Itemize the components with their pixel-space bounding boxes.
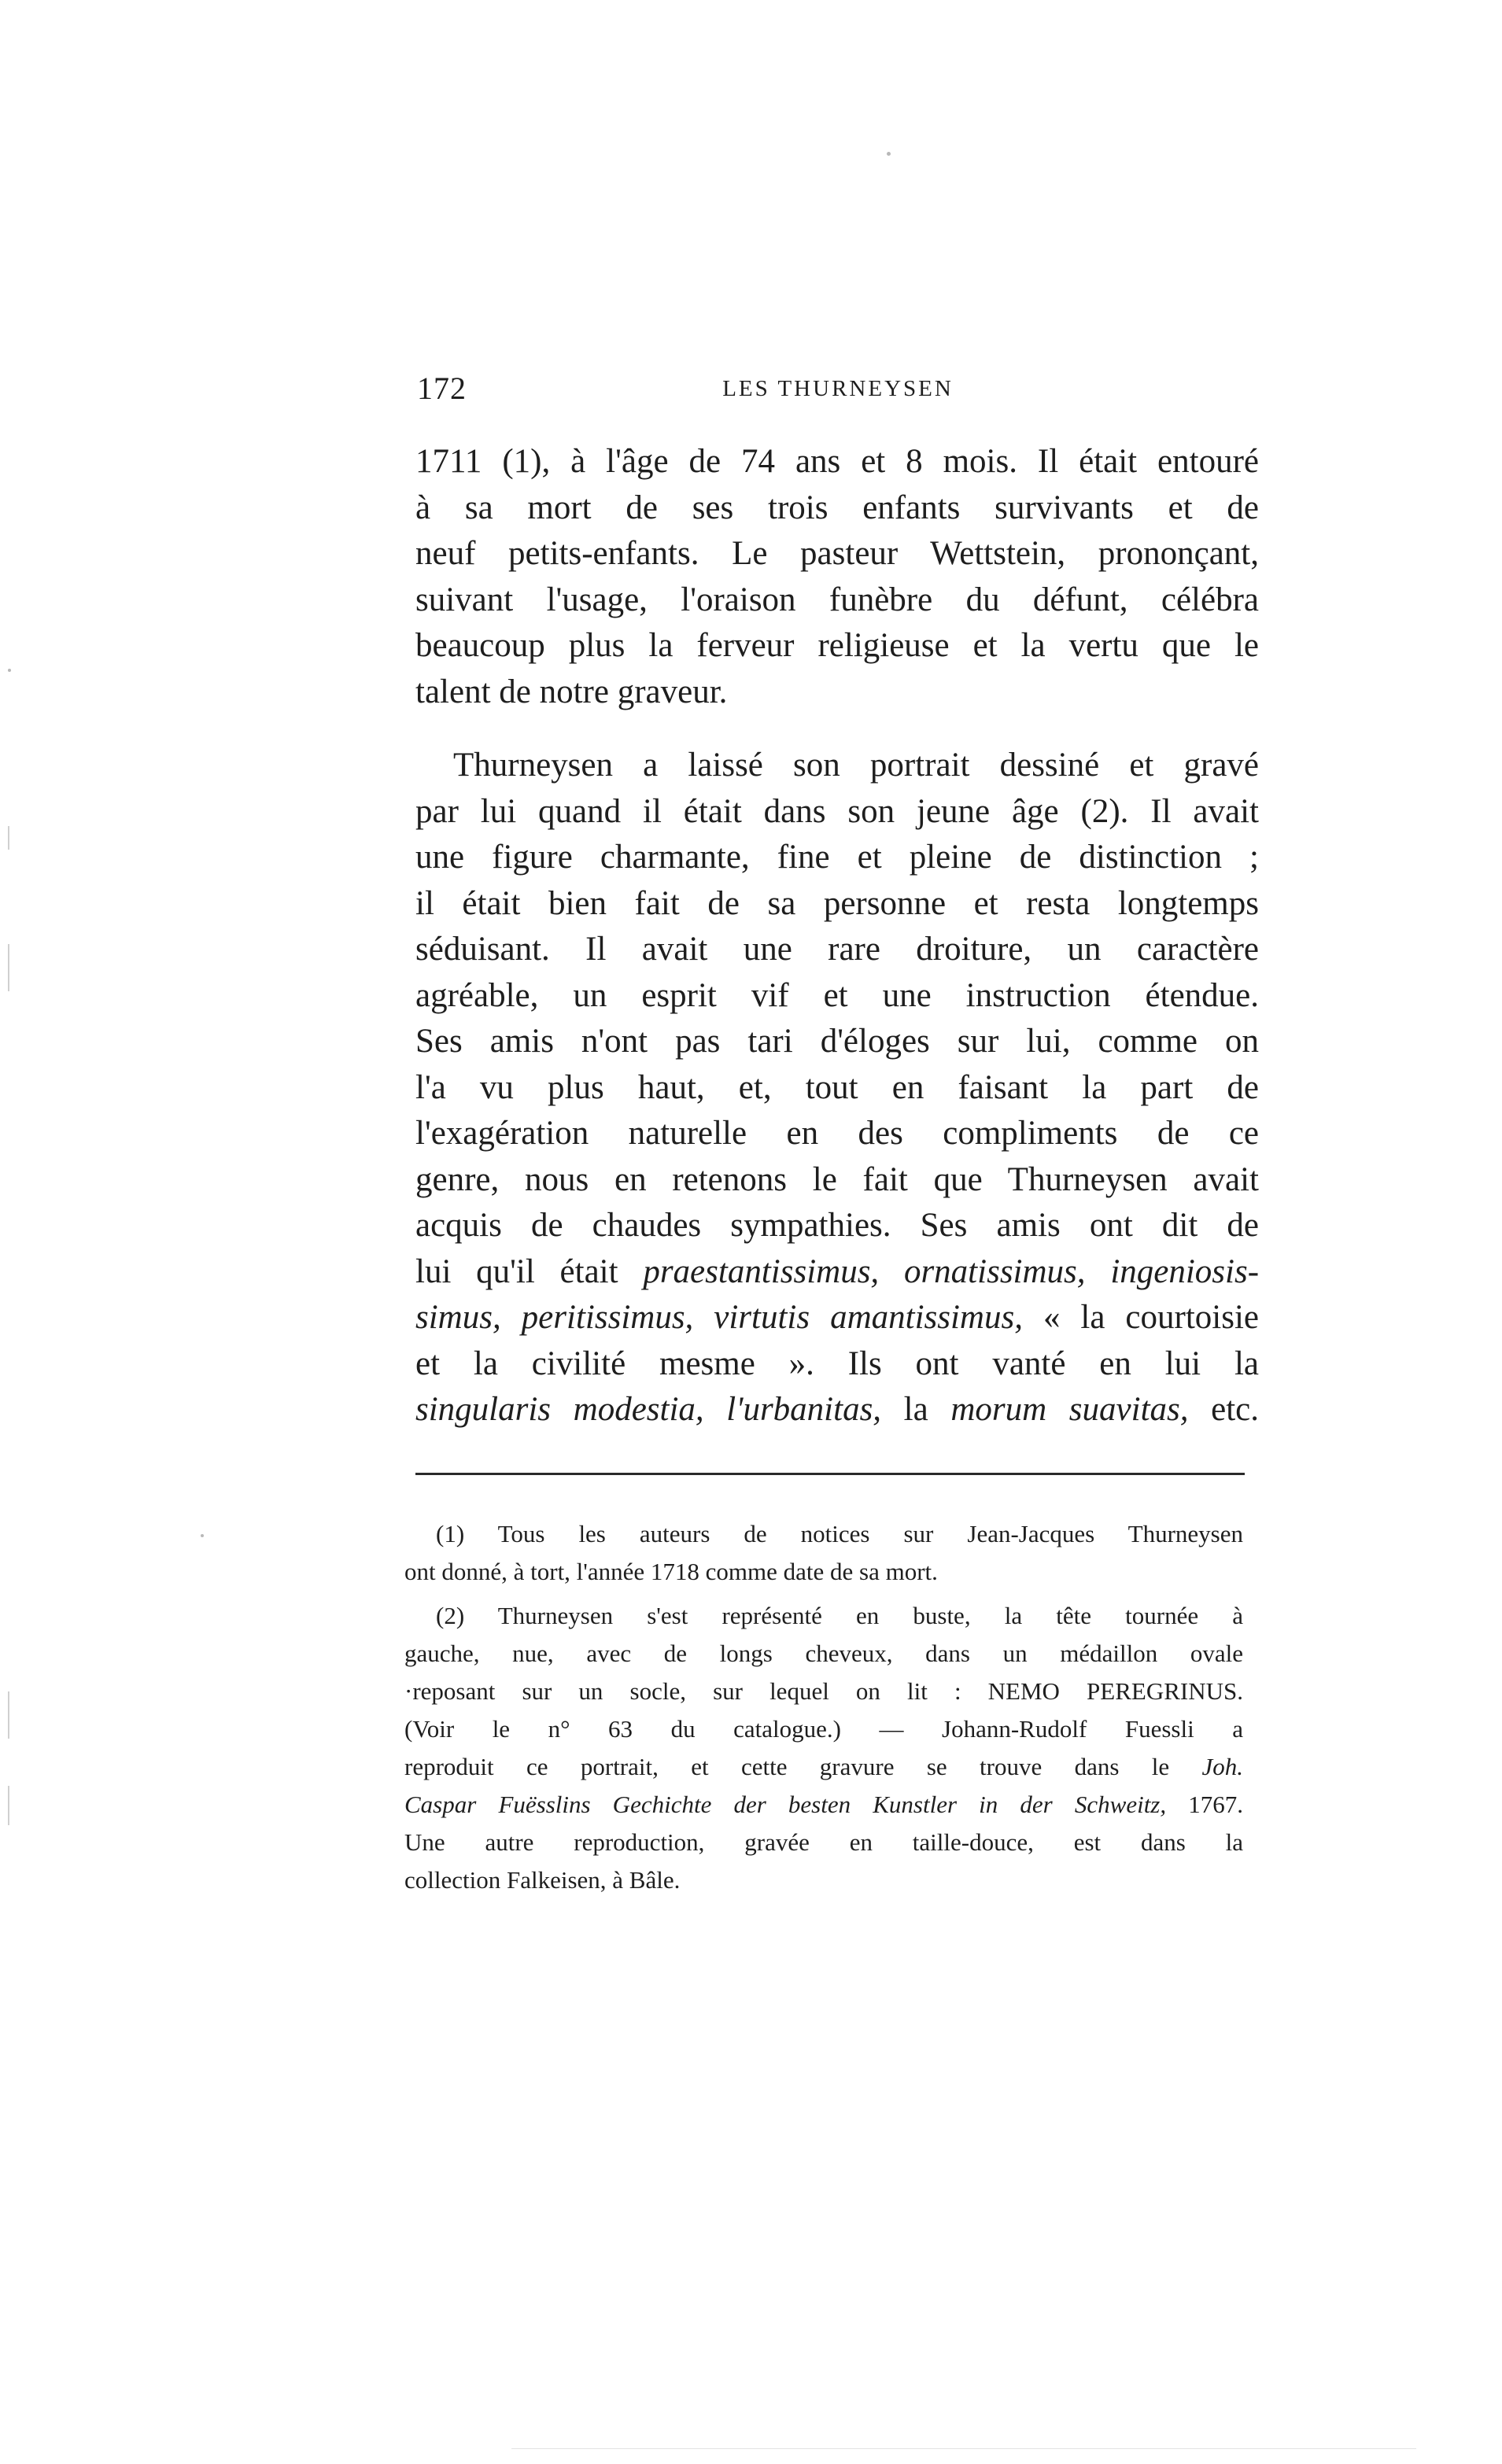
latin-term: morum suavitas, (950, 1391, 1189, 1428)
scan-speck (887, 152, 891, 156)
text-line: Thurneysen a laissé son portrait dessiné et gravé (453, 747, 1259, 784)
paragraph-1 (415, 439, 1259, 715)
scan-speck (201, 1534, 204, 1537)
text-run (1086, 1253, 1111, 1290)
text-line: il était bien fait de sa personne et resta longtemps (415, 884, 1259, 922)
text-run: reproduit ce portrait, et cette gravure se trouve dans le (404, 1753, 1202, 1780)
text-line (415, 1295, 1259, 1341)
footnote-line (404, 1748, 1243, 1786)
text-line: l'exagération naturelle en des compliments de ce (415, 1115, 1259, 1152)
footnote-line: collection Falkeisen, à Bâle. (404, 1866, 681, 1894)
footnote-line: Une autre reproduction, gravée en taille-douce, est dans la (404, 1828, 1243, 1856)
text-run: « la courtoisie (1022, 1299, 1259, 1336)
text-line: l'a vu plus haut, et, tout en faisant la part de (415, 1068, 1259, 1106)
footnote-line: (Voir le n° 63 du catalogue.) — Johann-Rudolf Fuessli a (404, 1715, 1243, 1743)
scan-edge-mark (8, 944, 9, 991)
running-title: LES THURNEYSEN (722, 376, 954, 401)
text-run: la (881, 1391, 951, 1428)
text-line (415, 1387, 1259, 1433)
page-number: 172 (417, 371, 467, 406)
text-run: lui qu'il était (415, 1252, 644, 1290)
text-run: etc. (1188, 1391, 1260, 1428)
text-line: acquis de chaudes sympathies. Ses amis ont dit de (415, 1207, 1259, 1244)
latin-term: praestantissimus, (643, 1252, 880, 1290)
footnote-1 (404, 1515, 1243, 1591)
text-line: par lui quand il était dans son jeune âge (2). Il avait (415, 792, 1259, 830)
footnote-line: ont donné, à tort, l'année 1718 comme date de sa mort. (404, 1558, 938, 1585)
text-line: 1711 (1), à l'âge de 74 ans et 8 mois. Il était entouré (415, 443, 1259, 480)
book-title: Caspar Fuësslins Gechichte der besten Kunstler in der Schweitz, (404, 1791, 1167, 1818)
running-head (417, 370, 1259, 417)
text-line: agréable, un esprit vif et une instruction étendue. (415, 976, 1259, 1014)
latin-term: ornatissimus, (903, 1252, 1086, 1290)
latin-term: singularis modestia, l'urbanitas, (415, 1391, 882, 1428)
scan-speck (8, 669, 11, 672)
footnote-rule (415, 1473, 1245, 1475)
latin-term: simus, peritissimus, virtutis amantissimus, (415, 1299, 1023, 1336)
footnote-2 (404, 1597, 1243, 1899)
text-line: une figure charmante, fine et pleine de distinction ; (415, 839, 1259, 876)
footnote-line: ·reposant sur un socle, sur lequel on lit : NEMO PEREGRINUS. (404, 1677, 1243, 1705)
paragraph-2 (415, 743, 1259, 1433)
scan-edge-mark (8, 826, 9, 850)
scan-edge-mark (511, 2448, 1416, 2449)
footnote-line: (2) Thurneysen s'est représenté en buste, la tête tournée à (436, 1602, 1243, 1629)
text-line: à sa mort de ses trois enfants survivants et de (415, 489, 1259, 526)
footnote-line (404, 1786, 1243, 1824)
text-line: séduisant. Il avait une rare droiture, un caractère (415, 931, 1259, 968)
text-line: talent de notre graveur. (415, 673, 728, 710)
footnote-line: (1) Tous les auteurs de notices sur Jean-Jacques Thurneysen (436, 1520, 1243, 1547)
text-line: Ses amis n'ont pas tari d'éloges sur lui, comme on (415, 1023, 1259, 1060)
scan-edge-mark (8, 1691, 9, 1739)
latin-term: ingeniosis- (1110, 1252, 1260, 1290)
footnote-line: gauche, nue, avec de longs cheveux, dans un médaillon ovale (404, 1640, 1243, 1667)
text-line: beaucoup plus la ferveur religieuse et la vertu que le (415, 627, 1259, 664)
scan-edge-mark (8, 1786, 9, 1825)
text-run (879, 1253, 904, 1290)
text-line (415, 1249, 1259, 1296)
book-title: Joh. (1201, 1753, 1243, 1780)
text-line: genre, nous en retenons le fait que Thurneysen avait (415, 1160, 1259, 1198)
text-run: 1767. (1166, 1791, 1244, 1818)
text-line: et la civilité mesme ». Ils ont vanté en lui la (415, 1345, 1259, 1382)
text-line: neuf petits-enfants. Le pasteur Wettstein, prononçant, (415, 535, 1259, 572)
text-line: suivant l'usage, l'oraison funèbre du défunt, célébra (415, 581, 1259, 618)
